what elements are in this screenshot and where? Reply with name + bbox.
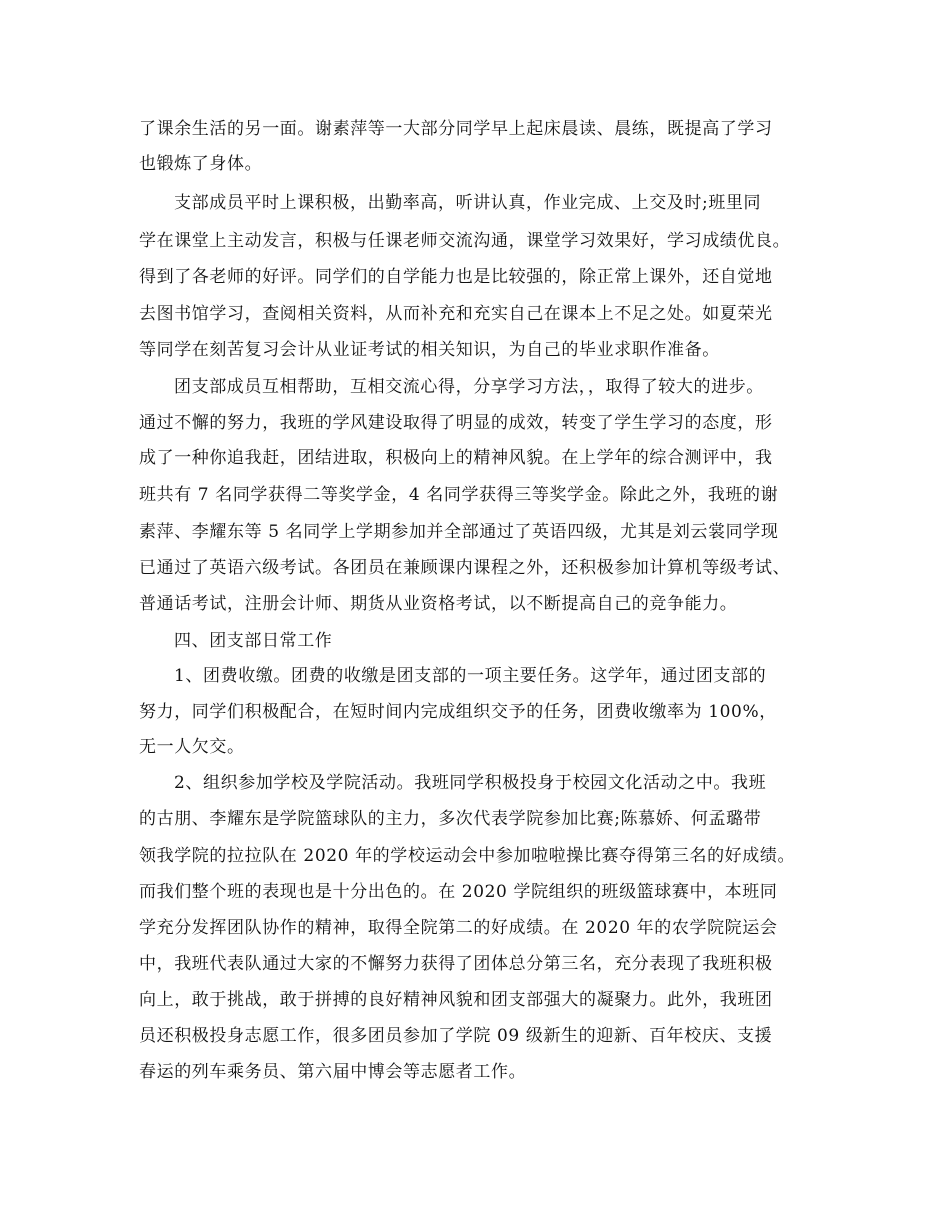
text-line: 等同学在刻苦复习会计从业证考试的相关知识，为自己的毕业求职作准备。: [139, 340, 720, 360]
text-line: 无一人欠交。: [139, 737, 245, 757]
section-heading: 四、团支部日常工作: [174, 631, 333, 651]
text-line: 而我们整个班的表现也是十分出色的。在 2020 学院组织的班级篮球赛中，本班同: [139, 882, 778, 902]
text-line: 的古朋、李耀东是学院篮球队的主力，多次代表学院参加比赛;陈慕娇、何孟璐带: [139, 809, 762, 829]
text-line: 努力，同学们积极配合，在短时间内完成组织交予的任务，团费收缴率为 100%，: [139, 702, 777, 722]
text-line: 支部成员平时上课积极，出勤率高，听讲认真，作业完成、上交及时;班里同: [174, 193, 762, 213]
text-line: 员还积极投身志愿工作，很多团员参加了学院 09 级新生的迎新、百年校庆、支援: [139, 1026, 773, 1046]
text-line: 也锻炼了身体。: [139, 154, 263, 174]
text-line: 素萍、李耀东等 5 名同学上学期参加并全部通过了英语四级，尤其是刘云裳同学现: [139, 522, 779, 542]
text-line: 成了一种你追我赶，团结进取，积极向上的精神风貌。在上学年的综合测评中，我: [139, 448, 773, 468]
text-line: 班共有 7 名同学获得二等奖学金，4 名同学获得三等奖学金。除此之外，我班的谢: [139, 485, 779, 505]
text-line: 普通话考试，注册会计师、期货从业资格考试，以不断提高自己的竞争能力。: [139, 594, 738, 614]
text-line: 得到了各老师的好评。同学们的自学能力也是比较强的，除正常上课外，还自觉地: [139, 267, 773, 287]
text-line: 学在课堂上主动发言，积极与任课老师交流沟通，课堂学习效果好，学习成绩优良。: [139, 231, 791, 251]
text-line: 2、组织参加学校及学院活动。我班同学积极投身于校园文化活动之中。我班: [174, 773, 767, 793]
text-line: 学充分发挥团队协作的精神，取得全院第二的好成绩。在 2020 年的农学院院运会: [139, 918, 778, 938]
text-line: 去图书馆学习，查阅相关资料，从而补充和充实自己在课本上不足之处。如夏荣光: [139, 304, 773, 324]
text-line: 团支部成员互相帮助，互相交流心得，分享学习方法，，取得了较大的进步。: [174, 377, 764, 397]
text-line: 领我学院的拉拉队在 2020 年的学校运动会中参加啦啦操比赛夺得第三名的好成绩。: [139, 846, 796, 866]
text-line: 已通过了英语六级考试。各团员在兼顾课内课程之外，还积极参加计算机等级考试、: [139, 558, 791, 578]
text-line: 1、团费收缴。团费的收缴是团支部的一项主要任务。这学年，通过团支部的: [174, 666, 767, 686]
text-line: 春运的列车乘务员、第六届中博会等志愿者工作。: [139, 1062, 527, 1082]
text-line: 了课余生活的另一面。谢素萍等一大部分同学早上起床晨读、晨练，既提高了学习: [139, 119, 773, 139]
text-line: 向上，敢于挑战，敢于拼搏的良好精神风貌和团支部强大的凝聚力。此外，我班团: [139, 990, 773, 1010]
text-line: 中，我班代表队通过大家的不懈努力获得了团体总分第三名，充分表现了我班积极: [139, 954, 773, 974]
text-line: 通过不懈的努力，我班的学风建设取得了明显的成效，转变了学生学习的态度，形: [139, 413, 773, 433]
